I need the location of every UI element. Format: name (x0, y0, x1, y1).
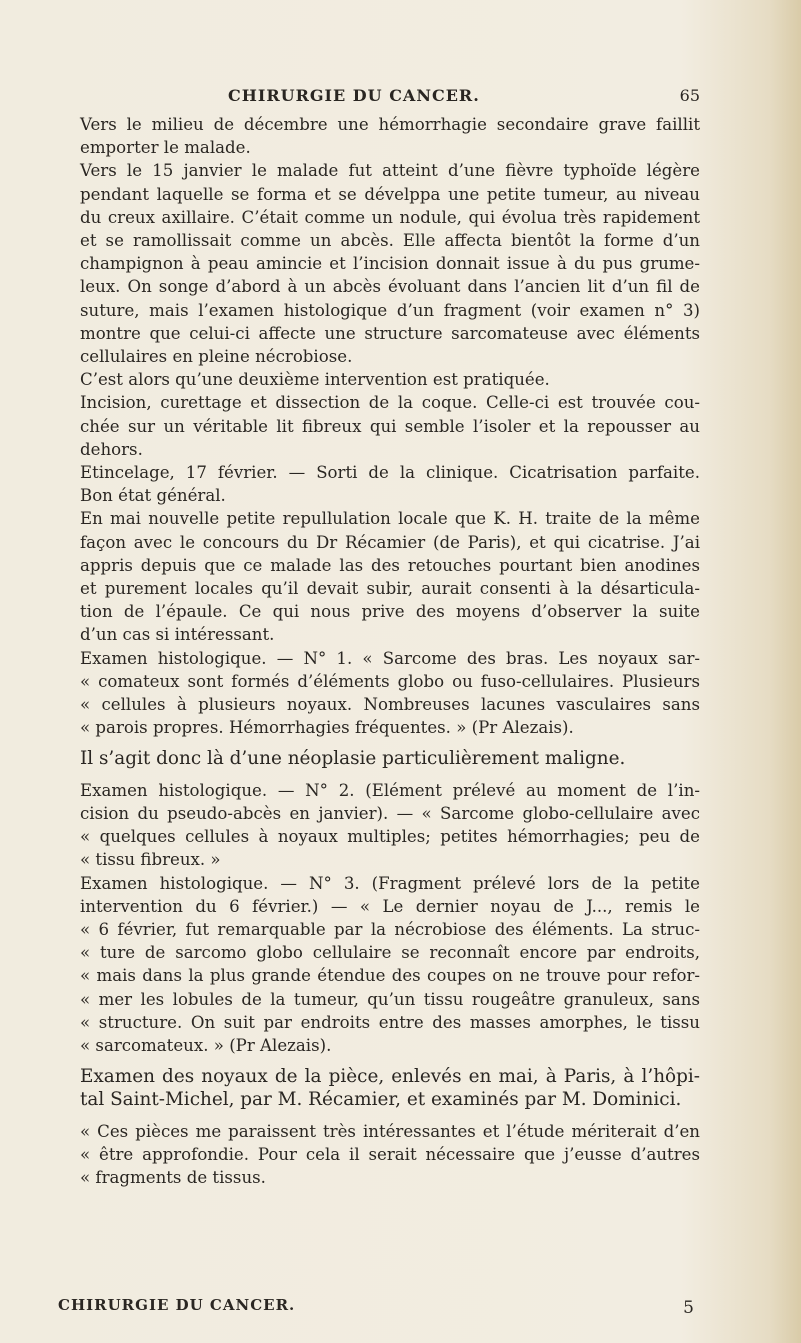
paragraph-typhoid (58, 159, 700, 368)
text-line: Examen histologique. — N° 2. (Elément prélevé au moment de l’in- (80, 780, 700, 800)
paragraph-dominici-intro (58, 1065, 700, 1111)
text-line: Vers le milieu de décembre une hémorrhagie secondaire grave faillit (80, 115, 700, 134)
text-line: « être approfondie. Pour cela il serait nécessaire que j’eusse d’autres (80, 1144, 700, 1164)
text-line: cellulaires en pleine nécrobiose. (80, 347, 353, 367)
text-line: « parois propres. Hémorrhagies fréquentes. » (Pr Alezais). (80, 718, 574, 738)
paragraph-etincelage (58, 461, 700, 507)
text-line: « mer les lobules de la tumeur, qu’un tissu rougeâtre granuleux, sans (80, 989, 700, 1009)
text-line: tion de l’épaule. Ce qui nous prive des moyens d’observer la suite (80, 602, 700, 622)
text-line: « quelques cellules à noyaux multiples; petites hémorrhagies; peu de (80, 827, 700, 847)
text-line: Incision, curettage et dissection de la coque. Celle-ci est trouvée cou- (80, 393, 700, 413)
paragraph-conclusion (58, 747, 700, 770)
text-line: leux. On songe d’abord à un abcès évoluant dans l’ancien lit d’un fil de (80, 277, 700, 297)
text-line: du creux axillaire. C’était comme un nodule, qui évolua très rapidement (80, 207, 700, 227)
text-line: En mai nouvelle petite repullulation locale que K. H. traite de la même (80, 509, 700, 529)
paragraph-incision (58, 391, 700, 461)
text-line: Vers le 15 janvier le malade fut atteint d’une fièvre typhoïde légère (80, 161, 700, 181)
text-line: tal Saint-Michel, par M. Récamier, et examinés par M. Dominici. (80, 1089, 682, 1111)
text-line: dehors. (80, 439, 143, 459)
body-text (58, 113, 700, 1189)
text-line: « Ces pièces me paraissent très intéressantes et l’étude mériterait d’en (80, 1121, 700, 1141)
paragraph-examen-3 (58, 872, 700, 1058)
text-line: appris depuis que ce malade las des retouches pourtant bien anodines (80, 555, 700, 575)
text-line: et purement locales qu’il devait subir, aurait consenti à la désarticula- (80, 579, 700, 599)
paragraph-examen-2 (58, 779, 700, 872)
text-line: « cellules à plusieurs noyaux. Nombreuses lacunes vasculaires sans (80, 695, 700, 715)
text-line: Bon état général. (80, 486, 226, 506)
text-line: « fragments de tissus. (80, 1167, 266, 1187)
text-line: « comateux sont formés d’éléments globo ou fuso-cellulaires. Plusieurs (80, 671, 700, 691)
page-number: 65 (679, 86, 700, 105)
printer-signature: CHIRURGIE DU CANCER. (58, 1296, 296, 1314)
text-line: d’un cas si intéressant. (80, 625, 275, 645)
text-line: Examen histologique. — N° 3. (Fragment prélevé lors de la petite (80, 873, 700, 893)
paragraph-dominici-quote (58, 1120, 700, 1190)
text-line: Examen des noyaux de la pièce, enlevés en mai, à Paris, à l’hôpi- (80, 1066, 700, 1088)
text-line: « ture de sarcomo globo cellulaire se reconnaît encore par endroits, (80, 943, 700, 963)
text-line: et se ramollissait comme un abcès. Elle affecta bientôt la forme d’un (80, 231, 700, 251)
paragraph-hemorrhage (58, 113, 700, 159)
text-line: montre que celui-ci affecte une structure sarcomateuse avec éléments (80, 323, 700, 343)
text-line: intervention du 6 février.) — « Le dernier noyau de J..., remis le (80, 896, 700, 916)
text-line: cision du pseudo-abcès en janvier). — « Sarcome globo-cellulaire avec (80, 803, 700, 823)
text-line: Examen histologique. — N° 1. « Sarcome des bras. Les noyaux sar- (80, 648, 700, 668)
text-line: pendant laquelle se forma et se dévelppa une petite tumeur, au niveau (80, 184, 700, 204)
text-line: Etincelage, 17 février. — Sorti de la clinique. Cicatrisation parfaite. (80, 463, 700, 483)
page-footer (58, 1296, 700, 1320)
text-line: façon avec le concours du Dr Récamier (de Paris), et qui cicatrise. J’ai (80, 532, 700, 552)
text-line: « tissu fibreux. » (80, 850, 221, 870)
text-line: « sarcomateux. » (Pr Alezais). (80, 1035, 332, 1055)
paragraph-examen-1 (58, 647, 700, 740)
signature-number: 5 (683, 1298, 694, 1318)
paragraph-may-recurrence (58, 507, 700, 646)
text-line: champignon à peau amincie et l’incision donnait issue à du pus grume- (80, 254, 700, 274)
text-line: chée sur un véritable lit fibreux qui semble l’isoler et la repousser au (80, 416, 700, 436)
text-line: « 6 février, fut remarquable par la nécrobiose des éléments. La struc- (80, 919, 700, 939)
text-line: emporter le malade. (80, 138, 251, 158)
text-line: suture, mais l’examen histologique d’un fragment (voir examen n° 3) (80, 300, 700, 320)
text-line: « structure. On suit par endroits entre des masses amorphes, le tissu (80, 1012, 700, 1032)
text-line: « mais dans la plus grande étendue des coupes on ne trouve pour refor- (80, 966, 700, 986)
text-line: Il s’agit donc là d’une néoplasie particulièrement maligne. (80, 748, 626, 770)
text-line: C’est alors qu’une deuxième intervention est pratiquée. (80, 370, 550, 390)
page-header (60, 86, 700, 110)
running-title: CHIRURGIE DU CANCER. (228, 86, 480, 105)
paragraph-second-intervention (58, 368, 700, 391)
